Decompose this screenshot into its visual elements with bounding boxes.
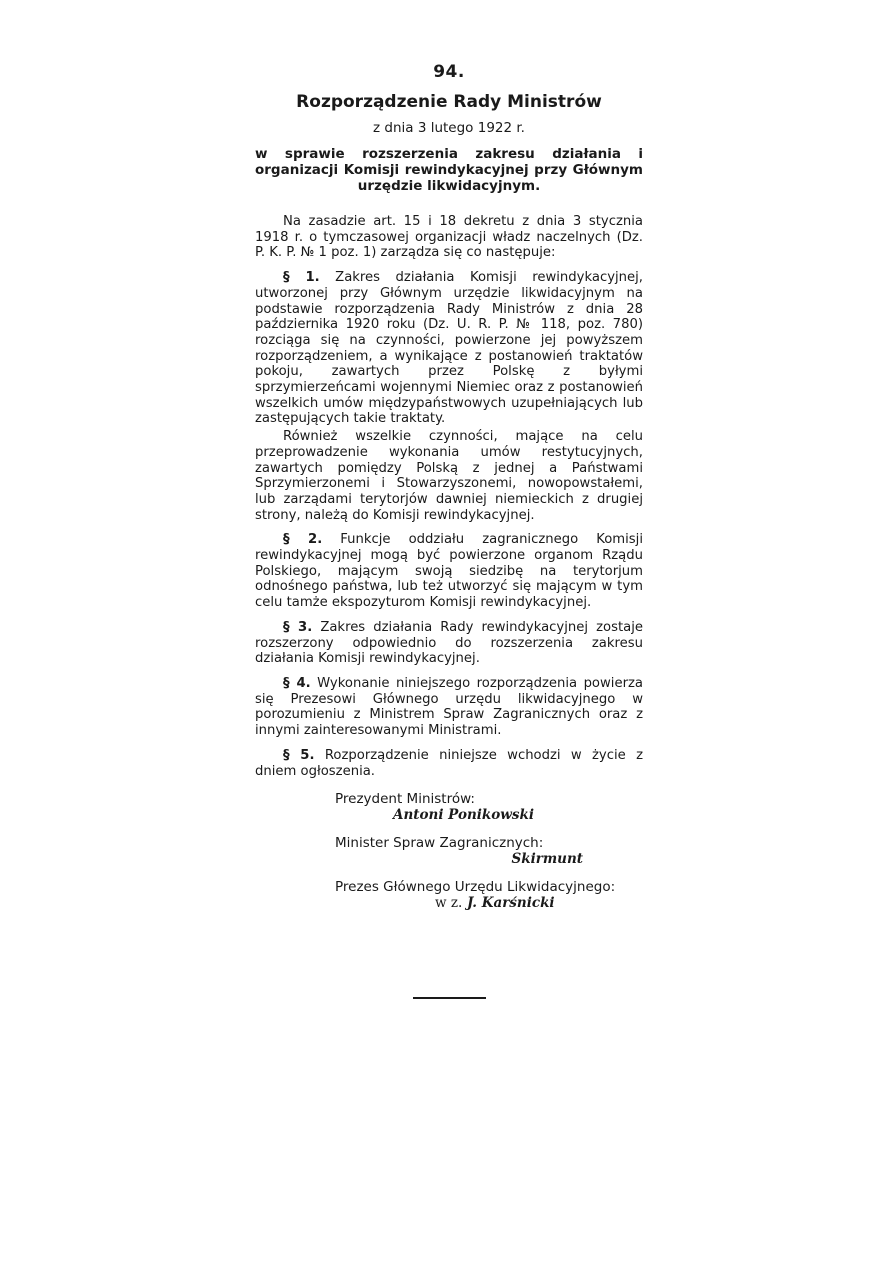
preamble: Na zasadzie art. 15 i 18 dekretu z dnia 3 stycznia 1918 r. o tymczasowej organizacji władz naczelnych (Dz. P. K. P. № 1 poz. 1) zarządza się co następuje:	[255, 214, 643, 261]
signature-name: Antoni Ponikowski	[393, 807, 534, 824]
section-5-text: Rozporządzenie niniejsze wchodzi w życie z dniem ogłoszenia.	[255, 747, 643, 779]
section-3	[255, 620, 643, 667]
section-2-mark: § 2.	[283, 532, 323, 548]
signature-name-line	[435, 895, 643, 911]
act-date: z dnia 3 lutego 1922 r.	[373, 120, 525, 136]
section-1-text: Zakres działania Komisji rewindykacyjnej, utworzonej przy Głównym urzędzie likwidacyjnym na podstawie rozporządzenia Rady Ministrów z dnia 28 października 1920 roku (Dz. U. R. P. № 118, poz. 780) rozciąga się na czynności, powierzone jej powyższem rozporządzeniem, a wynikające z postanowień traktatów pokoju, zawartych przez Polskę z byłymi sprzymierzeńcami wojennymi Niemiec oraz z postanowień wszelkich umów międzypaństwowych uzupełniających lub zastępujących takie traktaty.	[255, 270, 643, 427]
section-3-mark: § 3.	[283, 619, 313, 635]
section-4	[255, 676, 643, 739]
section-5	[255, 748, 643, 779]
act-body	[255, 214, 643, 779]
signature-prefix: w z.	[435, 895, 463, 912]
section-4-text: Wykonanie niniejszego rozporządzenia powierza się Prezesowi Głównego urzędu likwidacyjnego w porozumieniu z Ministrem Spraw Zagranicznych oraz z innymi zainteresowanymi Ministrami.	[255, 675, 643, 739]
section-1	[255, 270, 643, 427]
act-subject: w sprawie rozszerzenia zakresu działania i organizacji Komisji rewindykacyjnej przy Głównym urzędzie likwidacyjnym.	[255, 146, 643, 194]
signature-name: J. Karśnicki	[466, 895, 555, 912]
section-2	[255, 532, 643, 611]
section-1-continuation: Również wszelkie czynności, mające na celu przeprowadzenie wykonania umów restytucyjnych, zawartych pomiędzy Polską z jednej a Państwami Sprzymierzonemi i Stowarzyszonemi, nowopowstałemi, lub zarządami terytorjów dawniej niemieckich z drugiej strony, należą do Komisji rewindykacyjnej.	[255, 429, 643, 523]
signature-foreign-minister	[335, 835, 643, 867]
section-5-mark: § 5.	[283, 747, 315, 763]
signature-role: Prezydent Ministrów:	[335, 791, 475, 808]
section-3-text: Zakres działania Rady rewindykacyjnej zostaje rozszerzony odpowiednio do rozszerzenia zakresu działania Komisji rewindykacyjnej.	[255, 619, 643, 667]
signature-name: Skirmunt	[511, 851, 583, 868]
closing-rule	[413, 997, 486, 999]
signature-liquidation-office	[335, 879, 643, 911]
signature-role: Prezes Głównego Urzędu Likwidacyjnego:	[335, 879, 616, 896]
signatures	[255, 791, 643, 911]
section-1-mark: § 1.	[283, 270, 320, 286]
section-4-mark: § 4.	[283, 675, 311, 691]
signature-role: Minister Spraw Zagranicznych:	[335, 835, 544, 852]
signature-prime-minister	[335, 791, 643, 823]
document-page	[255, 62, 643, 923]
act-number: 94.	[433, 62, 465, 82]
act-title: Rozporządzenie Rady Ministrów	[296, 92, 602, 112]
section-2-text: Funkcje oddziału zagranicznego Komisji rewindykacyjnej mogą być powierzone organom Rządu Polskiego, mającym swoją siedzibę na terytorjum odnośnego państwa, lub też utworzyć się mającym w tym celu tamże ekspozyturom Komisji rewindykacyjnej.	[255, 532, 643, 611]
